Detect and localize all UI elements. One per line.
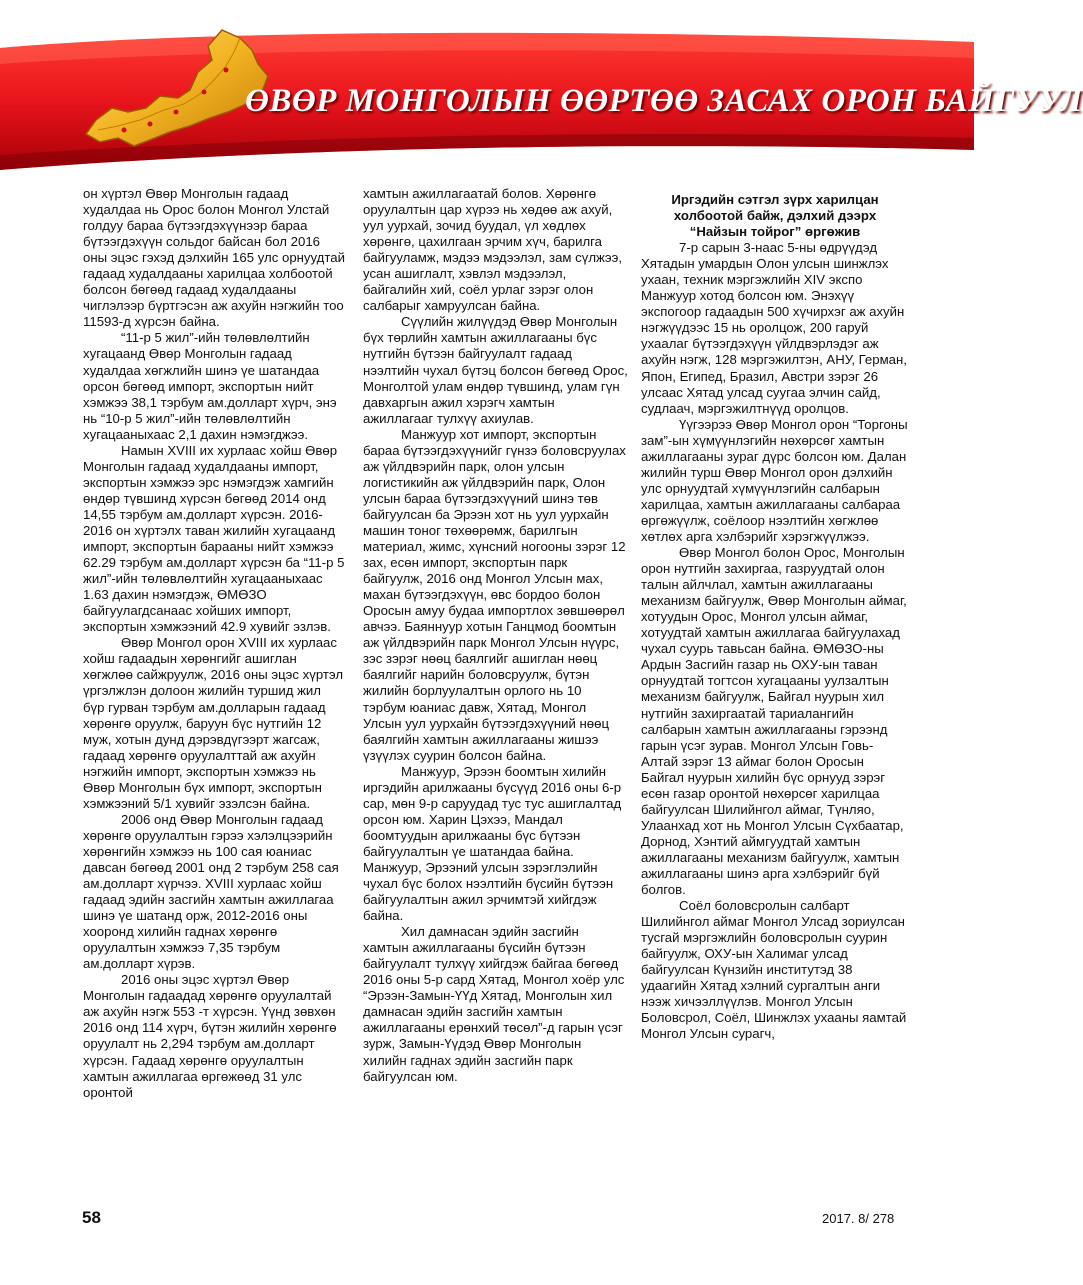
section-heading-line: Иргэдийн сэтгэл зүрх харилцан (671, 192, 879, 207)
paragraph: 2006 онд Өвөр Монголын гадаад хөрөнгө оруулалтын гэрээ хэлэлцээрийн хөрөнгийн хэмжээ нь 100 сая юаниас давсан бөгөөд 2001 онд 2 тэрбум 258 сая ам.долларт хүрчээ. XVIII хурлаас хойш гадаад эдийн засгийн хамтын ажиллагаа шинэ үе шатанд орж, 2012-2016 оны хооронд хилийн гаднах хөрөнгө оруулалтын хэмжээ 7,35 тэрбум ам.долларт хүрэв. (83, 811, 339, 972)
paragraph: Өвөр Монгол орон XVIII их хурлаас хойш гадаадын хөрөнгийг ашиглан хөгжлөө сайжруулж, 2016 оны эцэс хүртэл үргэлжлэн долоон жилийн туршид жил бүр гурван тэрбум ам.долларын гадаад хөрөнгө оруулж, баруун бүс нутгийн 12 муж, хотын дунд дэрэвдүгээрт жагсаж, гадаад хөрөнгө оруулалттай аж ахуйн нэгжийн импорт, экспортын хэмжээ нь Өвөр Монголын бүх импорт, экспортын хэмжээний 5/1 хувийг эзэлсэн байна. (83, 635, 344, 811)
page-number: 58 (82, 1208, 101, 1227)
paragraph: Манжуур, Эрээн боомтын хилийн иргэдийн арилжааны бүсүүд 2016 оны 6-р сар, мөн 9-р саруудад тус тус ашиглалтад орсон юм. Харин Цэхээ, Мандал боомтуудын арилжааны бүс бүтээн байгуулалтын үе шатандаа байна. Манжуур, Эрээний улсын зэрэглэлийн чухал бүс болох нээлтийн бүсийн бүтээн байгуулалтын ажил эрчимтэй хийгдэж байна. (363, 763, 622, 924)
paragraph: 7-р сарын 3-наас 5-ны өдрүүдэд Хятадын умардын Олон улсын шинжлэх ухаан, техник мэргэжлийн XIV экспо Манжуур хотод болсон юм. Энэхүү экспогоор гадаадын 500 хүчирхэг аж ахуйн нэгжүүдээс 15 нь оролцож, 200 гаруй ухаалаг бүтээгдэхүүн үйлдвэрлэдэг аж ахуйн нэгж, 128 мэргэжилтэн, АНУ, Герман, Япон, Египед, Бразил, Австри зэрэг 26 улсаас Хятад улсад суугаа элчин сайд, судлаач, мэргэжилтнүүд оролцов. (641, 240, 907, 416)
text-column-1 (83, 186, 346, 1196)
paragraph: Сүүлийн жилүүдэд Өвөр Монголын бүх төрлийн хамтын ажиллагааны бүс нутгийн бүтээн байгуулалт гадаад нээлтийн чухал бүтэц болсон бөгөөд Орос, Монголтой улам өндөр түвшинд, улам гүн давхаргын ажил хэрэгч хамтын ажиллагааг тулхүү ахиулав. (363, 314, 628, 426)
paragraph: Үүгээрээ Өвөр Монгол орон “Торгоны зам”-ын хүмүүнлэгийн нөхөрсөг хамтын ажиллагааны зураг дүрс болсон юм. Далан жилийн турш Өвөр Монгол орон дэлхийн улс орнуудтай хүмүүнлэгийн салбарын харилцаа, хамтын ажиллагааны салбараа өргөжүүлж, соёлоор нээлтийн хөгжлөө хөтлөх арга хэлбэрийг хэрэгжүүлжээ. (641, 416, 908, 544)
paragraph: Өвөр Монгол болон Орос, Монголын орон нутгийн захиргаа, газруудтай олон талын айлчлал, хамтын ажиллагааны механизм байгуулж, Өвөр Монголын аймаг, хотуудын Орос, Монгол улсын аймаг, хотуудтай хамтын ажиллагаа байгуулахад чухал суурь тавьсан байна. ӨМӨЗО-ны Ардын Засгийн газар нь ОХУ-ын таван орнуудтай тогтсон хугацааны уулзалтын механизм байгуулж, Байгал нуурын хил нутгийн захиргаатай тариалангийн салбарын хамтын ажиллагааны гэрээнд гарын үсэг зурав. Монгол Улсын Говь-Алтай зэрэг 13 аймаг болон Оросын Байгал нуурын хилийн бүс орнууд зэрэг есөн газар оронтой нөхөрсөг харилцаа байгуулсан Шилийнгол аймаг, Түнляо, Улаанхад хот нь Монгол Улсын Сүхбаатар, Дорнод, Хэнтий аймгуудтай хамтын ажиллагааны механизм байгуулж, хамтын ажиллагааны шинэ арга хэлбэрийг бүй болгов. (641, 545, 907, 898)
paragraph: он хүртэл Өвөр Монголын гадаад худалдаа нь Орос болон Монгол Улстай голдуу бараа бүтээгдэхүүнээр бараа бүтээгдэхүүн сольдог байсан бол 2016 оны эцэс гэхэд дэлхийн 165 улс орнуудтай гадаад худалдааны харилцаа холбоотой болсон бөгөөд гадаад худалдааны чиглэлээр бүртгэсэн аж ахуйн нэгжийн тоо 11593-д хүрсэн байна. (83, 186, 345, 330)
issue-number: 2017. 8/ 278 (822, 1211, 895, 1226)
paragraph: “11-р 5 жил”-ийн төлөвлөлтийн хугацаанд Өвөр Монголын гадаад худалдаа хөгжлийн шинэ үе шатандаа орсон бөгөөд импорт, экспортын нийт хэмжээ 38,1 тэрбум ам.долларт хүрч, энэ нь “10-р 5 жил”-ийн төлөвлөлтийн хугацааныхаас 2,1 дахин нэмэгджээ. (83, 330, 337, 442)
section-heading-line: холбоотой байж, дэлхий дээрх (673, 208, 877, 224)
page-title: ӨВӨР МОНГОЛЫН ӨӨРТӨӨ ЗАСАХ ОРОН БАЙГУУЛ (245, 83, 1083, 119)
paragraph: 2016 оны эцэс хүртэл Өвөр Монголын гадаадад хөрөнгө оруулалтай аж ахуйн нэгж 553 -т хүрсэн. Үүнд зөвхөн 2016 онд 114 хүрч, бүтэн жилийн хөрөнгө оруулалт нь 2,294 тэрбум ам.долларт хүрсэн. Гадаад хөрөнгө оруулалтын хамтын ажиллагаа өргөжөөд 31 улс оронтой (83, 972, 337, 1100)
paragraph: Соёл боловсролын салбарт Шилийнгол аймаг Монгол Улсад зориулсан тусгай мэргэжлийн боловсролын суурин байгуулж, ОХУ-ын Халимаг улсад байгуулсан Күнзийн институтэд 38 удаагийн Хятад хэлний сургалтын анги нээж хичээллүүлэв. Монгол Улсын Боловсрол, Соёл, Шинжлэх ухааны яамтай Монгол Улсын сурагч, (641, 898, 907, 1042)
paragraph: Манжуур хот импорт, экспортын бараа бүтээгдэхүүнийг гүнзэ боловсруулах аж үйлдвэрийн парк, олон улсын логистикийн аж үйлдвэрийн парк, Олон улсын бараа бүтээгдэхүүний шинэ төв байгуулсан ба Эрээн хот нь уул уурхайн машин тоног төхөөрөмж, барилгын материал, жимс, хүнсний ногооны зэрэг 12 зах, есөн импорт, экспортын парк байгуулж, 2016 онд Монгол Улсын мах, махан бүтээгдэхүүн, өвс бордоо болон Оросын амуу будаа импортлох зөвшөөрөл авчээ. Баяннуур хотын Ганцмод боомтын аж үйлдвэрийн парк Монгол Улсын нүүрс, зэс зэрэг нөөц баялгийг ашиглан нөөц баялгийг нарийн боловсруулж, бүтэн жилийн борлуулалтын орлого нь 10 тэрбум юаниас давж, Хятад, Монгол Улсын уул уурхайн бүтээгдэхүүний нөөц баялгийн хамтын ажиллагааны жишээ үзүүлэх суурин болсон байна. (363, 426, 626, 763)
section-heading-line: “Найзын тойрог” өргөжив (689, 224, 861, 240)
paragraph: Намын XVIII их хурлаас хойш Өвөр Монголын гадаад худалдааны импорт, экспортын хэмжээ эрс нэмэгдэж хамгийн өндөр түвшинд хүрсэн бөгөөд 2014 онд 14,55 тэрбум ам.долларт хүрсэн. 2016-2016 он хүртэлх таван жилийн хугацаанд импорт, экспортын барааны нийт хэмжээ 62.29 тэрбум ам.долларт хүрсэн ба “11-р 5 жил”-ийн төлөвлөлтийн хугацааныхаас 1.63 дахин нэмэгдэж, ӨМӨЗО байгуулагдсанаас хойших импорт, экспортын хэмжээний 42.9 хувийг эзлэв. (83, 442, 345, 635)
paragraph: хамтын ажиллагаатай болов. Хөрөнгө оруулалтын цар хүрээ нь хөдөө аж ахуй, уул уурхай, зочид буудал, үл хөдлөх хөрөнгө, цахилгаан эрчим хүч, барилга байгууламж, мэдээ мэдээлэл, зам сүлжээ, усан ашиглалт, хэвлэл мэдээлэл, байгалийн хий, соёл урлаг зэрэг олон салбарыг хамруулсан байна. (363, 186, 622, 314)
text-column-2 (363, 186, 628, 1196)
text-column-3 (641, 186, 909, 1196)
paragraph: Хил дамнасан эдийн засгийн хамтын ажиллагааны бүсийн бүтээн байгуулалт тулхүү хийгдэж байгаа бөгөөд 2016 оны 5-р сард Хятад, Монгол хоёр улс “Эрээн-Замын-ҮҮд Хятад, Монголын хил дамнасан эдийн засгийн хамтын ажиллагааны ерөнхий төсөл”-д гарын үсэг зурж, Замын-Үүдэд Өвөр Монголын хилийн гаднах эдийн засгийн парк байгуулсан юм. (363, 924, 625, 1084)
section-heading (641, 192, 909, 240)
